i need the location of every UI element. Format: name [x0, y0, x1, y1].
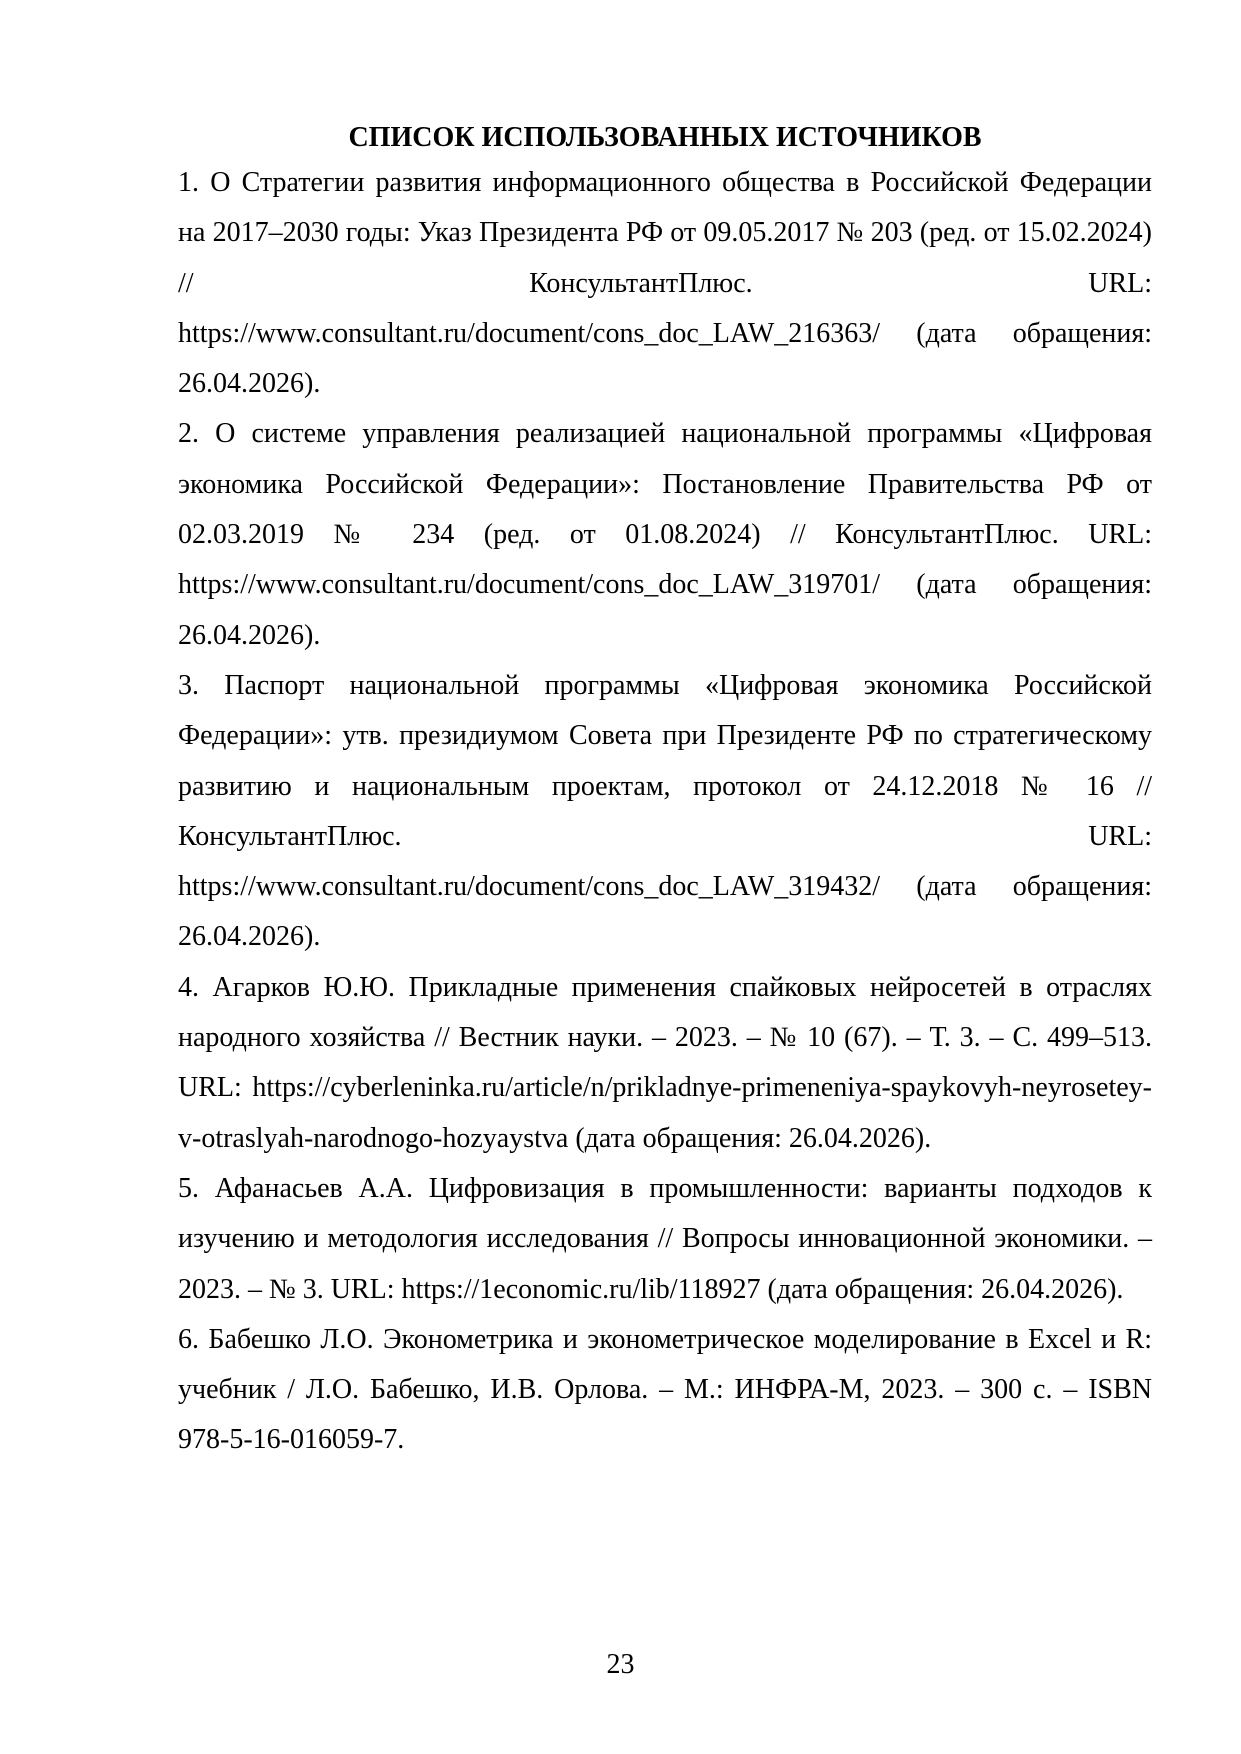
reference-item-2: 2. О системе управления реализацией национальной программы «Цифровая экономика Российской Федерации»: Постановление Правительства РФ от 02.03.2019 № 234 (ред. от 01.08.2024) // КонсультантПлюс. URL: https://www.consultant.ru/document/cons_doc_LAW_319701/ (дата обращения: 26.04.2026).: [178, 418, 1152, 651]
reference-list: [178, 158, 1152, 1466]
page-title: СПИСОК ИСПОЛЬЗОВАННЫХ ИСТОЧНИКОВ: [348, 122, 982, 153]
reference-item-4: 4. Агарков Ю.Ю. Прикладные применения спайковых нейросетей в отраслях народного хозяйства // Вестник науки. – 2023. – № 10 (67). – Т. 3. – С. 499–513. URL: https://cyberleninka.ru/article/n/prikladnye-primeneniya-spaykovyh-neyrosetey-v-otraslyah-narodnogo-hozyaystva (дата обращения: 26.04.2026).: [178, 971, 1152, 1154]
reference-item-1: 1. О Стратегии развития информационного общества в Российской Федерации на 2017–2030 годы: Указ Президента РФ от 09.05.2017 № 203 (ред. от 15.02.2024) // КонсультантПлюс. URL: https://www.consultant.ru/document/cons_doc_LAW_216363/ (дата обращения: 26.04.2026).: [178, 167, 1152, 400]
reference-item-5: 5. Афанасьев А.А. Цифровизация в промышленности: варианты подходов к изучению и методология исследования // Вопросы инновационной экономики. – 2023. – № 3. URL: https://1economic.ru/lib/118927 (дата обращения: 26.04.2026).: [178, 1172, 1152, 1305]
reference-item-3: 3. Паспорт национальной программы «Цифровая экономика Российской Федерации»: утв. президиумом Совета при Президенте РФ по стратегическому развитию и национальным проектам, протокол от 24.12.2018 № 16 // КонсультантПлюс. URL: https://www.consultant.ru/document/cons_doc_LAW_319432/ (дата обращения: 26.04.2026).: [178, 669, 1152, 953]
page-number: 23: [606, 1649, 635, 1680]
reference-item-6: 6. Бабешко Л.О. Эконометрика и эконометрическое моделирование в Excel и R: учебник / Л.О. Бабешко, И.В. Орлова. – М.: ИНФРА-М, 2023. – 300 с. – ISBN 978-5-16-016059-7.: [178, 1323, 1152, 1456]
